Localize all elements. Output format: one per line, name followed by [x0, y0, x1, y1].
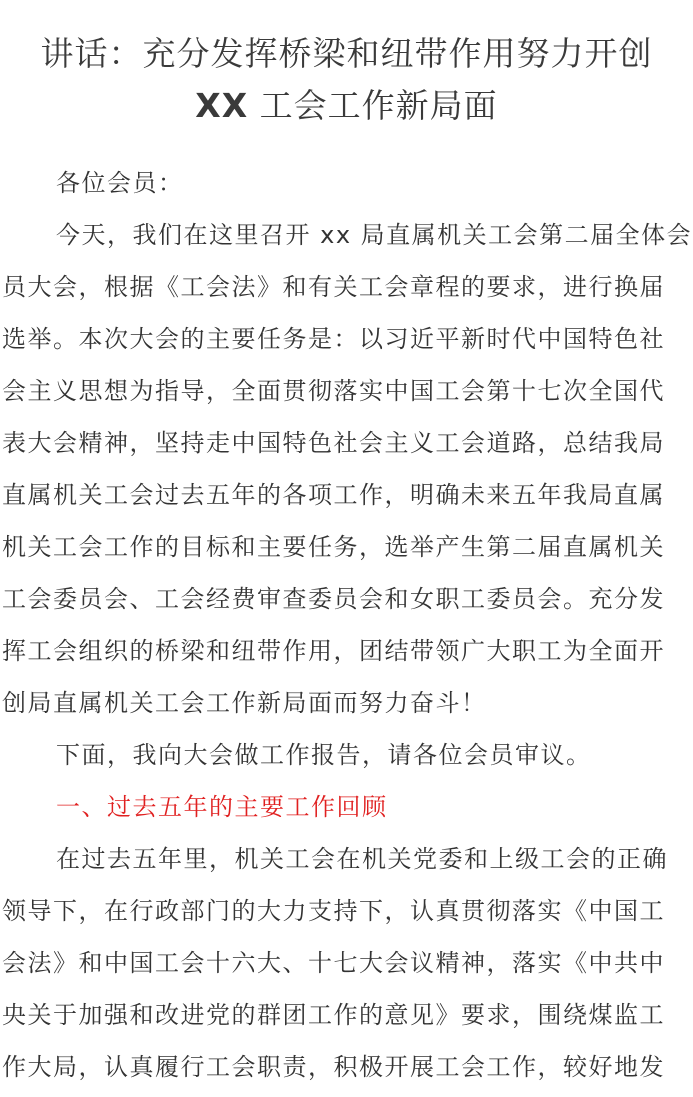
paragraph-line: 下面，我向大会做工作报告，请各位会员审议。 [56, 741, 592, 769]
paragraph-line: 会法》和中国工会十六大、十七大会议精神，落实《中共中 [2, 949, 665, 977]
section-heading: 一、过去五年的主要工作回顾 [56, 793, 388, 821]
paragraph-line: 机关工会工作的目标和主要任务，选举产生第二届直属机关 [2, 533, 665, 561]
paragraph-line: 直属机关工会过去五年的各项工作，明确未来五年我局直属 [2, 481, 665, 509]
paragraph-line: 央关于加强和改进党的群团工作的意见》要求，围绕煤监工 [2, 1001, 665, 1029]
paragraph-line: 员大会，根据《工会法》和有关工会章程的要求，进行换届 [2, 273, 665, 301]
paragraph-line: 领导下，在行政部门的大力支持下，认真贯彻落实《中国工 [2, 897, 665, 925]
document-title-line-1: 讲话：充分发挥桥梁和纽带作用努力开创 [40, 34, 653, 73]
paragraph-line: 今天，我们在这里召开 xx 局直属机关工会第二届全体会 [56, 221, 693, 249]
paragraph-line: 挥工会组织的桥梁和纽带作用，团结带领广大职工为全面开 [2, 637, 665, 665]
paragraph-line: 在过去五年里，机关工会在机关党委和上级工会的正确 [56, 845, 668, 873]
paragraph-line: 表大会精神，坚持走中国特色社会主义工会道路，总结我局 [2, 429, 665, 457]
greeting: 各位会员： [56, 169, 184, 197]
paragraph-line: 作大局，认真履行工会职责，积极开展工会工作，较好地发 [2, 1053, 665, 1081]
document-title-line-2 [0, 80, 693, 132]
paragraph-line: 创局直属机关工会工作新局面而努力奋斗！ [2, 689, 487, 717]
title-rest: 工会工作新局面 [248, 86, 498, 125]
paragraph-line: 工会委员会、工会经费审查委员会和女职工委员会。充分发 [2, 585, 665, 613]
paragraph-line: 选举。本次大会的主要任务是：以习近平新时代中国特色社 [2, 325, 665, 353]
title-prefix: XX [195, 86, 249, 125]
paragraph-line: 会主义思想为指导，全面贯彻落实中国工会第十七次全国代 [2, 377, 665, 405]
